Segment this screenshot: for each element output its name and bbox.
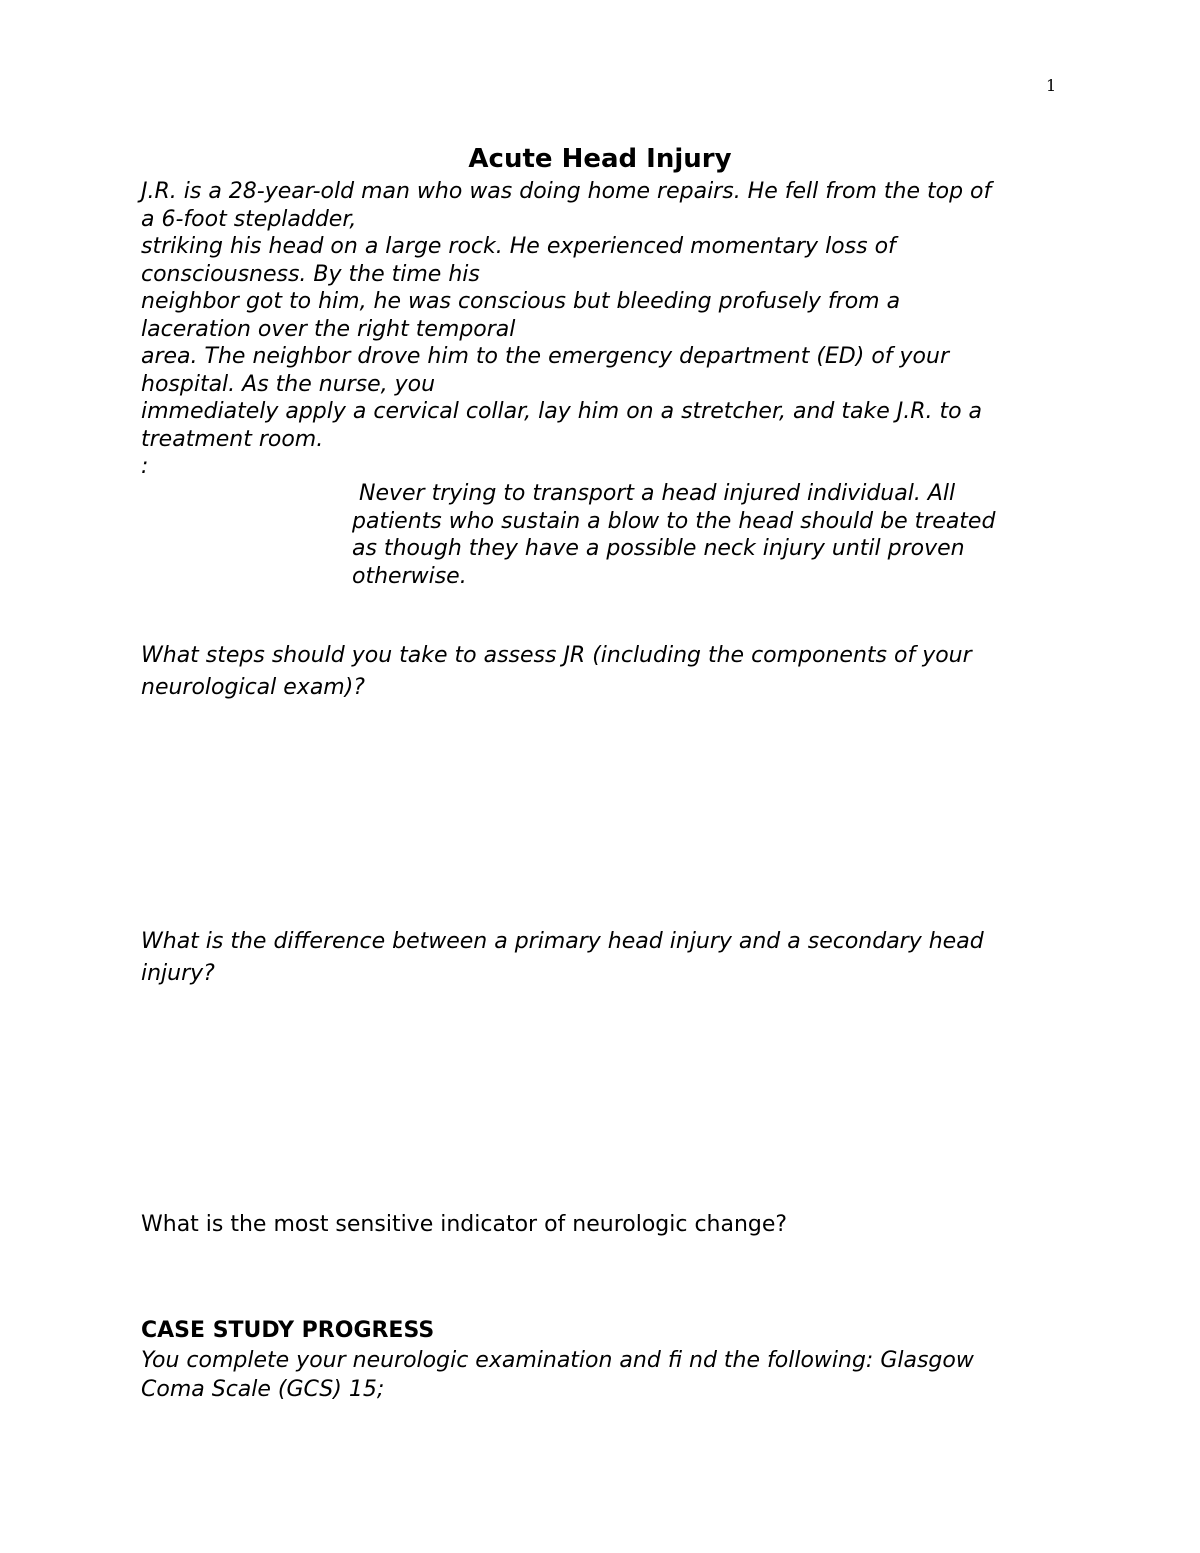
progress-line: You complete your neurologic examination and fi nd the following: Glasgow — [141, 1348, 974, 1373]
question-1 — [141, 640, 972, 704]
intro-paragraph — [141, 178, 991, 481]
intro-line: J.R. is a 28-year-old man who was doing home repairs. He fell from the top of — [141, 179, 992, 204]
intro-line: consciousness. By the time his — [141, 261, 480, 287]
progress-paragraph — [141, 1346, 974, 1404]
section-heading: CASE STUDY PROGRESS — [141, 1318, 435, 1343]
callout-line: Never trying to transport a head injured individual. All — [352, 481, 956, 506]
intro-line: neighbor got to him, he was conscious but bleeding profusely from a — [141, 289, 901, 314]
intro-line: hospital. As the nurse, you — [141, 371, 436, 397]
question-line: injury? — [141, 961, 215, 986]
progress-line: Coma Scale (GCS) 15; — [141, 1377, 385, 1402]
callout-note — [352, 480, 995, 590]
callout-line: otherwise. — [352, 563, 467, 589]
callout-line: patients who sustain a blow to the head should be treated — [352, 508, 996, 534]
question-line: What is the difference between a primary head injury and a secondary head — [141, 929, 984, 954]
intro-line: a 6-foot stepladder, — [141, 206, 357, 232]
callout-line: as though they have a possible neck injury until proven — [352, 536, 965, 561]
intro-line: treatment room. — [141, 426, 324, 452]
intro-line: immediately apply a cervical collar, lay him on a stretcher, and take J.R. to a — [141, 399, 983, 424]
page-number: 1 — [1046, 76, 1057, 95]
intro-line: laceration over the right temporal — [141, 316, 516, 342]
intro-line: striking his head on a large rock. He experienced momentary loss of — [141, 234, 896, 259]
question-3: What is the most sensitive indicator of neurologic change? — [141, 1212, 788, 1237]
question-line: What steps should you take to assess JR (including the components of your — [141, 643, 972, 668]
question-line: neurological exam)? — [141, 675, 365, 700]
intro-line: : — [141, 454, 149, 479]
intro-line: area. The neighbor drove him to the emergency department (ED) of your — [141, 344, 949, 369]
question-2 — [141, 926, 984, 990]
document-title: Acute Head Injury — [468, 144, 732, 174]
